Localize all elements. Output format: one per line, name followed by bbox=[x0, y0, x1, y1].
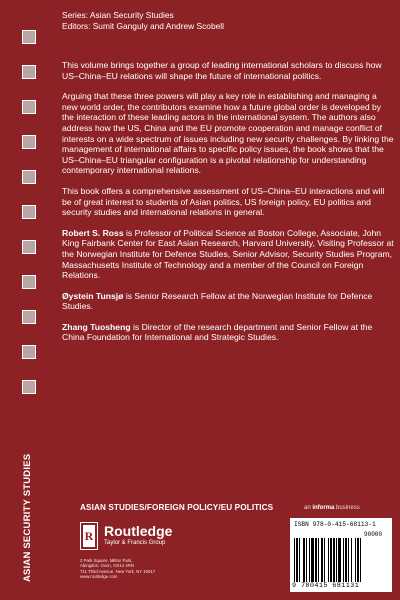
author-bio-text: is Director of the research department and Senior Fellow at the China Foundation for International and Strategic Studies. bbox=[62, 321, 373, 343]
barcode-bar bbox=[294, 538, 295, 582]
informa-prefix: an bbox=[304, 505, 313, 511]
barcode-bars bbox=[294, 538, 388, 582]
barcode-bar bbox=[343, 538, 344, 582]
barcode-bar bbox=[328, 538, 329, 582]
spine-title: ASIAN SECURITY STUDIES bbox=[22, 453, 33, 582]
isbn-number: ISBN 978-0-415-68113-1 bbox=[294, 521, 376, 528]
price-code: 90000 bbox=[364, 531, 383, 538]
barcode-bar bbox=[348, 538, 349, 582]
barcode-bar bbox=[311, 538, 314, 582]
barcode-bar bbox=[357, 538, 359, 582]
decorative-square bbox=[22, 100, 36, 114]
barcode-bar bbox=[338, 538, 341, 582]
publisher-logo bbox=[80, 522, 230, 552]
barcode-bar bbox=[360, 538, 361, 582]
barcode-bar bbox=[355, 538, 356, 582]
publisher-name: Routledge bbox=[104, 523, 173, 539]
author-name: Zhang Tuosheng bbox=[62, 321, 131, 332]
blurb-paragraph: This book offers a comprehensive assessment of US–China–EU interactions and will be of great interest to students of Asian politics, US foreign policy, EU politics and security studies and international relations in general. bbox=[62, 185, 385, 218]
left-strip bbox=[0, 0, 62, 600]
author-bio bbox=[62, 228, 394, 281]
barcode-bar bbox=[306, 538, 307, 582]
author-name: Robert S. Ross bbox=[62, 227, 124, 238]
series-info bbox=[62, 10, 224, 31]
barcode-bar bbox=[324, 538, 325, 582]
address-line: Abingdon, Oxon, OX14 4RN bbox=[80, 563, 134, 569]
svg-text:R: R bbox=[84, 529, 94, 543]
barcode-bar bbox=[309, 538, 310, 582]
decorative-square bbox=[22, 310, 36, 324]
publisher-group: Taylor & Francis Group bbox=[104, 540, 166, 546]
barcode-bar bbox=[318, 538, 319, 582]
author-bio bbox=[62, 322, 394, 343]
decorative-square bbox=[22, 135, 36, 149]
informa-brand: informa bbox=[312, 505, 335, 511]
barcode-bar bbox=[336, 538, 337, 582]
decorative-square bbox=[22, 380, 36, 394]
barcode-bar bbox=[321, 538, 323, 582]
routledge-logo-icon bbox=[80, 522, 98, 550]
decorative-square bbox=[22, 30, 36, 44]
author-bio-text: is Professor of Political Science at Boston College, Associate, John King Fairbank Center for East Asian Research, Harvard University, Visiting Professor at the Norwegian Institute for Defence Studies, Senior Advisor, Security Studies Program, Massachusetts Institute of Technology and a member of the Council on Foreign Relations. bbox=[62, 227, 394, 281]
subject-categories: ASIAN STUDIES/FOREIGN POLICY/EU POLITICS bbox=[80, 503, 274, 512]
publisher-address bbox=[80, 558, 155, 580]
blurb bbox=[62, 60, 394, 353]
informa-tagline bbox=[304, 505, 360, 511]
blurb-paragraph: This volume brings together a group of leading international scholars to discuss how US–China–EU relations will shape the future of international politics. bbox=[62, 60, 382, 81]
informa-suffix: business bbox=[334, 505, 360, 511]
barcode-bar bbox=[315, 538, 317, 582]
series-name: Series: Asian Security Studies bbox=[62, 10, 174, 20]
barcode-bar bbox=[299, 538, 300, 582]
barcode-bar bbox=[333, 538, 335, 582]
decorative-square bbox=[22, 345, 36, 359]
address-line: www.routledge.com bbox=[80, 574, 118, 580]
decorative-square bbox=[22, 65, 36, 79]
series-editors: Editors: Sumit Ganguly and Andrew Scobell bbox=[62, 20, 225, 31]
author-name: Øystein Tunsjø bbox=[62, 290, 124, 301]
author-bio-text: is Senior Research Fellow at the Norwegian Institute for Defence Studies. bbox=[62, 290, 373, 312]
decorative-square bbox=[22, 275, 36, 289]
blurb-paragraph: Arguing that these three powers will play a key role in establishing and managing a new world order, the contributors examine how a future global order is developed by the interaction of these leading actors in the international system. The authors also address how the US, China and the EU promote cooperation and manage conflict of interests on a wide spectrum of issues including new security challenges. By linking the management of international affairs to specific policy issues, the book shows that the US–China–EU triangular configuration is a pivotal relationship for understanding contemporary international relations. bbox=[62, 91, 394, 176]
barcode-bar bbox=[330, 538, 332, 582]
decorative-square bbox=[22, 170, 36, 184]
author-bio bbox=[62, 291, 394, 312]
barcode-bar bbox=[296, 538, 298, 582]
decorative-square bbox=[22, 240, 36, 254]
address-line: 711 Third Avenue, New York, NY 10017 bbox=[80, 568, 156, 574]
barcode-bar bbox=[351, 538, 352, 582]
address-line: 2 Park Square, Milton Park, bbox=[80, 558, 133, 563]
barcode-bar bbox=[345, 538, 347, 582]
barcode-bar bbox=[303, 538, 305, 582]
isbn-barcode bbox=[290, 518, 392, 592]
barcode-digits: 9 780415 681131 bbox=[292, 582, 360, 590]
decorative-square bbox=[22, 205, 36, 219]
